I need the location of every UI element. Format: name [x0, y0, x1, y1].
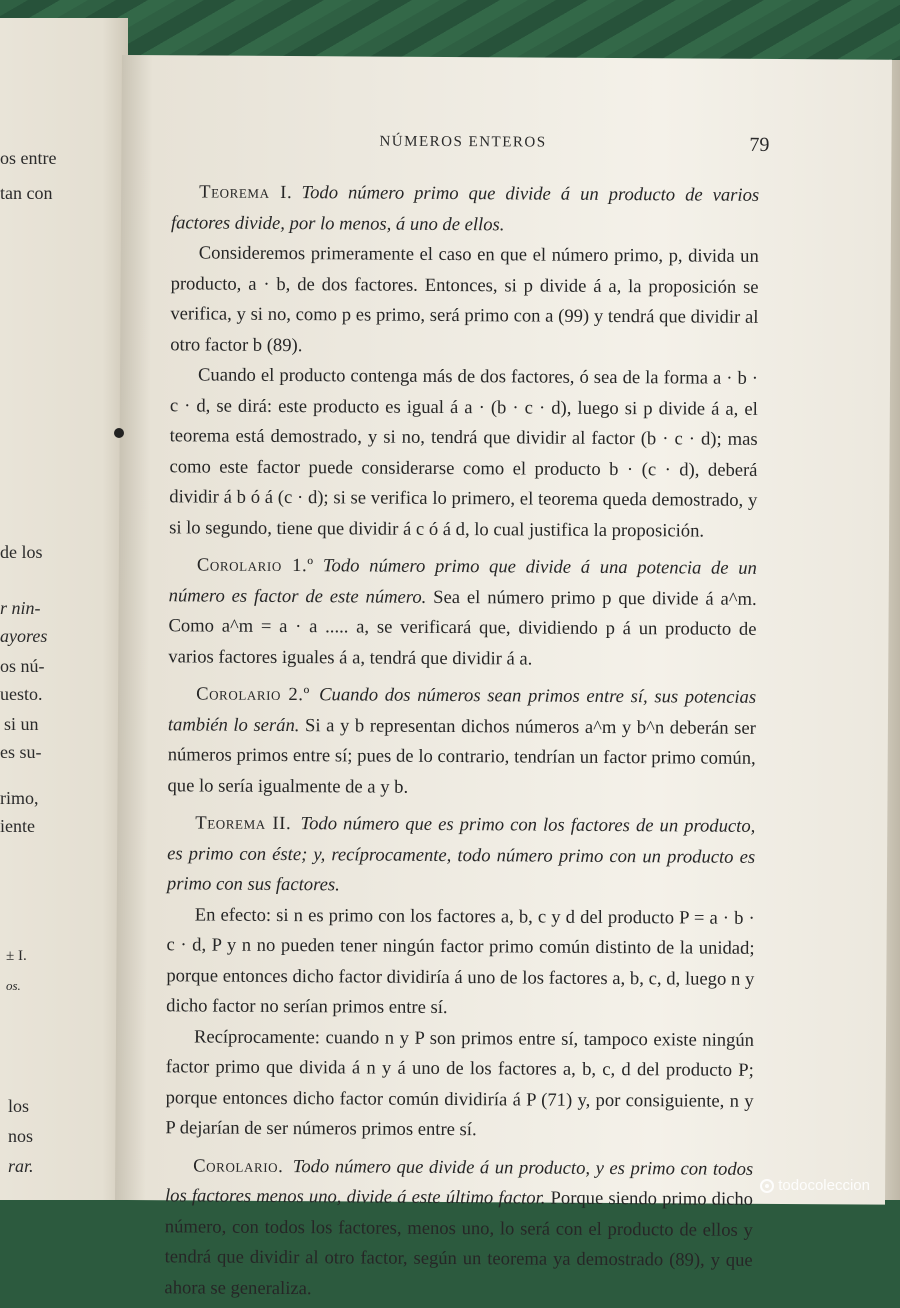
paragraph-text: En efecto: si n es primo con los factores a, b, c y d del producto P = a · b · c · d, P y n no pueden tener ningún factor primo común distinto de la unidad; porque entonces dicho factor dividiría á uno de los factores a, b, c, d, luego n y dicho factor no serían primos entre sí. [166, 903, 755, 1019]
book-page [115, 55, 892, 1299]
paragraph [167, 808, 756, 903]
running-head: NÚMEROS ENTEROS [379, 133, 547, 151]
paragraph [168, 550, 757, 676]
theorem-statement: Cuando dos números sean primos entre sí, sus potencias también lo serán. [167, 684, 757, 736]
paragraph [164, 1151, 753, 1307]
left-fragment: rar. [8, 1156, 34, 1176]
left-fragment: uesto. [0, 684, 43, 704]
theorem-label: Teorema I. [199, 181, 293, 204]
theorem-statement: Todo número que divide á un producto, y es primo con todos los factores menos uno, divide á este último factor. [164, 1155, 754, 1209]
paragraph [171, 177, 759, 242]
ink-spot [114, 428, 124, 438]
left-fragment: si un [4, 714, 39, 734]
left-fragment: rimo, [0, 788, 39, 808]
watermark [760, 1177, 870, 1194]
page-body [164, 170, 759, 1307]
paragraph-text: Sea el número primo p que divide á a^m. Como a^m = a · a ..... a, se verificará que, dividiendo p á un producto de varios factores iguales á a, tendrá que dividir á a. [168, 586, 757, 670]
theorem-statement: Todo número primo que divide á un producto de varios factores divide, por lo menos, á uno de ellos. [170, 182, 760, 235]
left-fragment: nos [8, 1126, 34, 1146]
theorem-label: Corolario 2.º [196, 683, 310, 706]
left-fragment: los [8, 1096, 30, 1116]
paragraph-text: Cuando el producto contenga más de dos factores, ó sea de la forma a · b · c · d, se dirá: este producto es igual á a · (b · c · d), luego si p divide á a, el teorema está demostrado, y si no, tendrá que dividir al factor (b · c · d); mas como este factor puede considerarse como el producto b · (c · d), deberá dividir á b ó á (c · d); si se verifica lo primero, el teorema queda demostrado, y si lo segundo, tiene que dividir á c ó á d, lo cual justifica la proposición. [169, 364, 759, 542]
left-page-edge [0, 18, 128, 1200]
theorem-statement: Todo número que es primo con los factores de un producto, es primo con éste; y, recíprocamente, todo número primo con un producto es primo con sus factores. [166, 813, 756, 896]
paragraph-text: Porque siendo primo dicho número, con todos los factores, menos uno, lo será con el producto de ellos y tendrá que dividir al otro factor, según un teorema ya demostrado (89), y que ahora se generaliza. [164, 1187, 754, 1299]
page-number: 79 [749, 133, 770, 156]
paragraph [165, 1022, 754, 1148]
left-fragment: tan con [0, 183, 53, 203]
watermark-logo-icon [760, 1179, 774, 1193]
left-fragment: ayores [0, 626, 48, 646]
theorem-label: Corolario. [193, 1154, 284, 1177]
page-header [121, 130, 891, 165]
left-fragment: ± I. [6, 948, 27, 964]
theorem-label: Corolario 1.º [196, 554, 314, 577]
theorem-label: Teorema II. [195, 812, 292, 835]
paragraph [169, 360, 758, 547]
paragraph [170, 238, 759, 364]
paragraph [167, 679, 756, 805]
paragraph [166, 900, 755, 1026]
left-fragment: os entre [0, 148, 57, 168]
left-fragment: r nin- [0, 598, 41, 618]
left-fragment: os. [6, 978, 21, 993]
left-fragment: de los [0, 542, 43, 562]
paragraph-text: Recíprocamente: cuando n y P son primos entre sí, tampoco existe ningún factor primo que divida á n y á uno de los factores a, b, c, d del producto P; porque entonces dicho factor común dividiría á P (71) y, por consiguiente, n y P dejarían de ser números primos entre sí. [165, 1025, 755, 1141]
watermark-text: todocoleccion [778, 1177, 870, 1194]
paragraph-text: Si a y b representan dichos números a^m y b^n deberán ser números primos entre sí; pues de lo contrario, tendrían un factor primo común, que lo sería igualmente de a y b. [167, 714, 756, 798]
left-fragment: iente [0, 816, 35, 836]
left-fragment: es su- [0, 742, 42, 762]
left-fragment: os nú- [0, 656, 45, 676]
theorem-statement: Todo número primo que divide á una potencia de un número es factor de este número. [168, 555, 757, 608]
paragraph-text: Consideremos primeramente el caso en que el número primo, p, divida un producto, a · b, de dos factores. Entonces, si p divide á a, la proposición se verifica, y si no, como p es primo, será primo con a (99) y tendrá que dividir al otro factor b (89). [170, 242, 759, 356]
